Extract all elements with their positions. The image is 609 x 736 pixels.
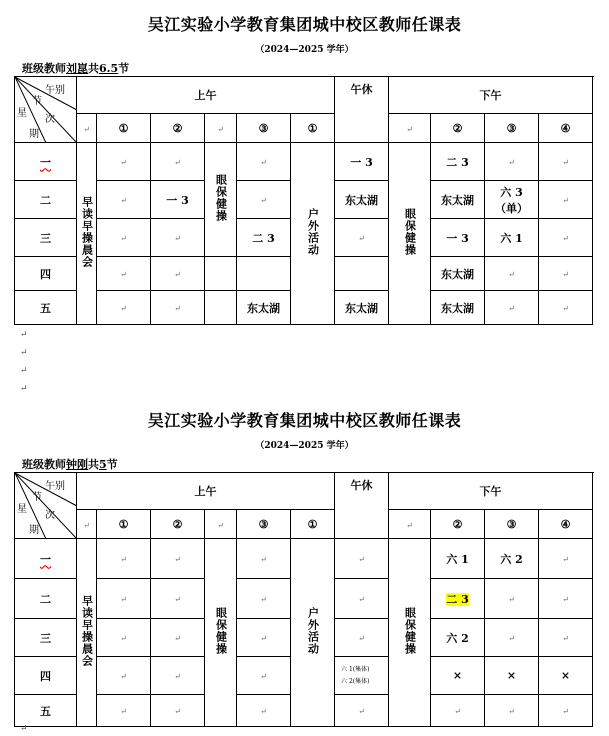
cell: [539, 619, 593, 657]
placeholder-mark: ↵: [562, 158, 569, 167]
eye-exercise-1: [205, 539, 237, 727]
placeholder-mark: ↵: [174, 158, 181, 167]
cell: [237, 579, 291, 619]
cell: [97, 143, 151, 181]
placeholder-mark: ↵: [260, 672, 267, 681]
placeholder-mark: ↵: [174, 672, 181, 681]
period-pm3: ③: [485, 510, 539, 539]
cell: [237, 695, 291, 727]
period-pm2: ②: [431, 510, 485, 539]
cell: [97, 539, 151, 579]
early-activity-text: 早读早操晨会: [80, 595, 94, 667]
cell: [151, 539, 205, 579]
eye-exercise-text: 眼保健操: [214, 174, 228, 222]
period-am3: ③: [237, 510, 291, 539]
cell: [335, 539, 389, 579]
cell-text: 六 3: [500, 185, 523, 199]
placeholder-mark: ↵: [174, 555, 181, 564]
placeholder-mark: ↵: [358, 634, 365, 643]
cell: [151, 657, 205, 695]
cell: [485, 257, 539, 291]
cell: [151, 219, 205, 257]
cell: [151, 291, 205, 325]
placeholder-mark: ↵: [120, 595, 127, 604]
lesson-count: 5: [99, 458, 107, 471]
cell: [539, 291, 593, 325]
cell: [97, 257, 151, 291]
header-morning: 上午: [77, 473, 335, 510]
corner-jie: 节: [32, 96, 42, 107]
day-tue: 二: [15, 579, 77, 619]
eye-exercise-text: 眼保健操: [403, 208, 417, 256]
placeholder-mark: ↵: [508, 634, 515, 643]
corner-ci: 次: [45, 114, 55, 125]
cell: [539, 257, 593, 291]
eye-exercise-text: 眼保健操: [214, 607, 228, 655]
placeholder-mark: ↵: [562, 304, 569, 313]
day-tue: 二: [15, 181, 77, 219]
day-wed: 三: [15, 619, 77, 657]
doc1-year: （2024—2025 学年）: [255, 45, 354, 55]
placeholder-mark: ↵: [508, 304, 515, 313]
placeholder-mark: ↵: [260, 555, 267, 564]
teacher-suffix: 节: [106, 458, 118, 471]
corner-ci: 次: [45, 510, 55, 521]
placeholder-mark: ↵: [562, 595, 569, 604]
placeholder-mark: ↵: [508, 595, 515, 604]
cell: [335, 619, 389, 657]
placeholder-mark: ↵: [217, 520, 224, 530]
cell: [485, 579, 539, 619]
placeholder-mark: ↵: [174, 304, 181, 313]
cell-fri-am3: 东太湖: [237, 291, 291, 325]
placeholder-mark: ↵: [120, 158, 127, 167]
cell: [335, 257, 389, 291]
highlighted-cell-text: 二 3: [446, 592, 469, 606]
corner-jie: 节: [32, 492, 42, 503]
placeholder-mark: ↵: [562, 234, 569, 243]
corner-header: [15, 473, 77, 539]
paragraph-mark: ↵: [20, 724, 28, 734]
placeholder-mark: ↵: [174, 707, 181, 716]
placeholder-mark: ↵: [174, 270, 181, 279]
placeholder-mark: ↵: [406, 124, 413, 134]
placeholder-mark: ↵: [508, 158, 515, 167]
placeholder-mark: ↵: [217, 124, 224, 134]
early-activity: [77, 143, 97, 325]
header-morning: 上午: [77, 77, 335, 114]
placeholder-mark: ↵: [120, 304, 127, 313]
cell: [335, 695, 389, 727]
early-activity-text: 早读早操晨会: [80, 196, 94, 268]
placeholder-mark: ↵: [358, 595, 365, 604]
cell: [97, 219, 151, 257]
corner-wubie: 午别: [45, 481, 65, 492]
cell: [335, 579, 389, 619]
cell-thu-pm4: ×: [539, 657, 593, 695]
day-mon: [15, 143, 77, 181]
cell: [151, 579, 205, 619]
cell: [151, 257, 205, 291]
cell: [237, 539, 291, 579]
cell: [97, 619, 151, 657]
placeholder-mark: ↵: [508, 270, 515, 279]
header-afternoon: 下午: [389, 473, 593, 510]
eye-exercise-1: [205, 143, 237, 257]
placeholder-mark: ↵: [120, 234, 127, 243]
eye-exercise-2: [389, 539, 431, 727]
period-pm2: ②: [431, 114, 485, 143]
cell: [97, 657, 151, 695]
early-activity: [77, 539, 97, 727]
cell: [539, 579, 593, 619]
placeholder-mark: ↵: [562, 707, 569, 716]
placeholder-mark: ↵: [358, 707, 365, 716]
cell-fri-pm2: 东太湖: [431, 291, 485, 325]
cell: [151, 619, 205, 657]
placeholder-mark: ↵: [260, 634, 267, 643]
cell-text: 六 1(集体): [341, 665, 370, 673]
placeholder-mark: ↵: [120, 270, 127, 279]
cell-fri-pm1: 东太湖: [335, 291, 389, 325]
cell-thu-pm1: [335, 657, 389, 695]
placeholder-mark: ↵: [358, 555, 365, 564]
teacher-prefix: 班级教师: [22, 458, 66, 471]
cell: [237, 257, 291, 291]
placeholder-mark: ↵: [562, 555, 569, 564]
period-pm1: ①: [291, 510, 335, 539]
cell-mon-pm2: 六 1: [431, 539, 485, 579]
teacher-suffix: 节: [118, 62, 130, 75]
placeholder-mark: ↵: [120, 196, 127, 205]
cell: [151, 143, 205, 181]
day-thu: 四: [15, 657, 77, 695]
corner-xing: 星: [17, 504, 27, 515]
day-label: 一: [40, 552, 51, 566]
cell-thu-pm3: ×: [485, 657, 539, 695]
header-noon: 午休: [335, 473, 389, 539]
noon-activity-text: 户外活动: [306, 607, 320, 655]
cell: [237, 657, 291, 695]
corner-header: [15, 77, 77, 143]
cell: [205, 291, 237, 325]
teacher-mid: 共: [88, 458, 99, 471]
doc2-title: 吴江实验小学教育集团城中校区教师任课表: [147, 411, 462, 430]
cell: [485, 619, 539, 657]
cell-wed-pm2: 一 3: [431, 219, 485, 257]
day-label: 一: [40, 155, 51, 169]
cell-wed-pm2: 六 2: [431, 619, 485, 657]
cell: [539, 219, 593, 257]
cell-tue-pm3: [485, 181, 539, 219]
placeholder-mark: ↵: [562, 270, 569, 279]
placeholder-mark: ↵: [260, 707, 267, 716]
paragraph-mark: ↵: [20, 384, 28, 394]
cell-tue-pm2: 东太湖: [431, 181, 485, 219]
placeholder-mark: ↵: [260, 196, 267, 205]
cell: [237, 143, 291, 181]
cell: [539, 181, 593, 219]
doc1-teacher-line: [22, 60, 129, 76]
cell-tue-pm2: [431, 579, 485, 619]
cell: [539, 695, 593, 727]
cell-text: （单）: [495, 201, 529, 215]
cell: [97, 291, 151, 325]
placeholder-mark: ↵: [454, 707, 461, 716]
cell-tue-am2: 一 3: [151, 181, 205, 219]
noon-activity: [291, 143, 335, 325]
placeholder-mark: ↵: [120, 555, 127, 564]
period-am3: ③: [237, 114, 291, 143]
placeholder-mark: ↵: [120, 672, 127, 681]
corner-xing: 星: [17, 108, 27, 119]
day-fri: 五: [15, 695, 77, 727]
doc2-teacher-line: [22, 456, 118, 472]
doc2-timetable: [14, 472, 593, 727]
cell-thu-pm2: ×: [431, 657, 485, 695]
period-am1: ①: [97, 510, 151, 539]
period-pm4: ④: [539, 114, 593, 143]
doc1-title: 吴江实验小学教育集团城中校区教师任课表: [147, 15, 462, 34]
cell: [539, 143, 593, 181]
corner-qi: 期: [29, 525, 39, 536]
period-am2: ②: [151, 114, 205, 143]
placeholder-mark: ↵: [406, 520, 413, 530]
period-am1: ①: [97, 114, 151, 143]
cell: [485, 143, 539, 181]
placeholder-mark: ↵: [83, 520, 90, 530]
doc1-timetable: [14, 76, 593, 325]
cell-wed-am3: 二 3: [237, 219, 291, 257]
cell: [335, 219, 389, 257]
placeholder-mark: ↵: [174, 234, 181, 243]
corner-wubie: 午别: [45, 85, 65, 96]
header-noon: 午休: [335, 77, 389, 143]
cell-text: 六 2(集体): [341, 677, 370, 685]
paragraph-mark: ↵: [20, 330, 28, 340]
cell-mon-pm1: 一 3: [335, 143, 389, 181]
day-thu: 四: [15, 257, 77, 291]
cell: [237, 619, 291, 657]
noon-activity-text: 户外活动: [306, 208, 320, 256]
period-pm4: ④: [539, 510, 593, 539]
cell: [485, 291, 539, 325]
placeholder-mark: ↵: [562, 634, 569, 643]
placeholder-mark: ↵: [260, 158, 267, 167]
placeholder-mark: ↵: [120, 634, 127, 643]
doc2-year: （2024—2025 学年）: [255, 441, 354, 451]
cell: [151, 695, 205, 727]
lesson-count: 6.5: [99, 62, 119, 75]
corner-qi: 期: [29, 129, 39, 140]
teacher-prefix: 班级教师: [22, 62, 66, 75]
placeholder-mark: ↵: [83, 124, 90, 134]
period-pm1: ①: [291, 114, 335, 143]
placeholder-mark: ↵: [174, 634, 181, 643]
period-am2: ②: [151, 510, 205, 539]
cell: [431, 695, 485, 727]
period-pm3: ③: [485, 114, 539, 143]
placeholder-mark: ↵: [174, 595, 181, 604]
placeholder-mark: ↵: [120, 707, 127, 716]
teacher-mid: 共: [88, 62, 99, 75]
cell: [539, 539, 593, 579]
cell: [237, 181, 291, 219]
day-wed: 三: [15, 219, 77, 257]
cell: [97, 181, 151, 219]
paragraph-mark: ↵: [20, 366, 28, 376]
teacher-name: 钟刚: [66, 458, 88, 471]
paragraph-mark: ↵: [20, 348, 28, 358]
noon-activity: [291, 539, 335, 727]
cell-mon-pm2: 二 3: [431, 143, 485, 181]
eye-exercise-text: 眼保健操: [403, 607, 417, 655]
day-mon: [15, 539, 77, 579]
eye-exercise-2: [389, 143, 431, 325]
cell: [485, 695, 539, 727]
placeholder-mark: ↵: [562, 196, 569, 205]
placeholder-mark: ↵: [260, 595, 267, 604]
placeholder-mark: ↵: [358, 234, 365, 243]
day-fri: 五: [15, 291, 77, 325]
cell-thu-pm2: 东太湖: [431, 257, 485, 291]
cell-mon-pm3: 六 2: [485, 539, 539, 579]
cell-tue-pm1: 东太湖: [335, 181, 389, 219]
teacher-name: 刘崑: [66, 62, 88, 75]
cell: [205, 257, 237, 291]
header-afternoon: 下午: [389, 77, 593, 114]
cell: [97, 695, 151, 727]
cell: [97, 579, 151, 619]
placeholder-mark: ↵: [508, 707, 515, 716]
cell-wed-pm3: 六 1: [485, 219, 539, 257]
